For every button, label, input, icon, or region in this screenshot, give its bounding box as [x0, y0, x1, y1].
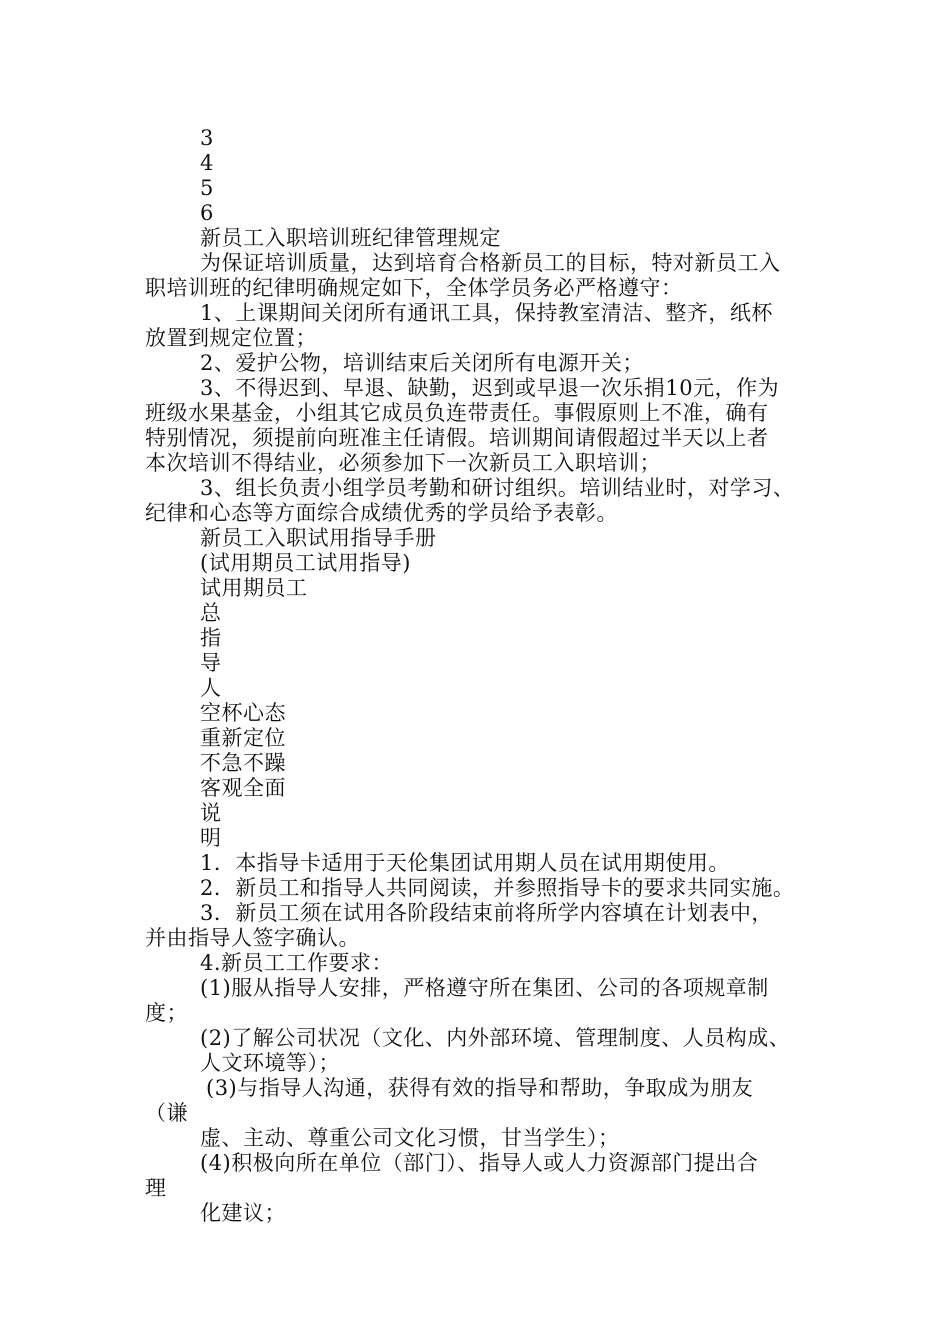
motto: 不急不躁 [200, 751, 286, 775]
note-1: 1．本指导卡适用于天伦集团试用期人员在试用期使用。 [200, 851, 730, 875]
requirement-3: (3)与指导人沟通，获得有效的指导和帮助，争取成为朋友 [206, 1076, 754, 1100]
page-number: 5 [200, 176, 214, 200]
requirement-4-cont: 理 [145, 1176, 167, 1200]
role-trainee: 试用期员工 [200, 576, 308, 600]
notes-heading-char: 说 [200, 801, 222, 825]
note-3: 3．新员工须在试用各阶段结束前将所学内容填在计划表中， [200, 901, 773, 925]
rule-3-cont: 班级水果基金，小组其它成员负连带责任。事假原则上不准，确有 [145, 401, 769, 425]
note-4: 4.新员工工作要求： [200, 951, 394, 975]
requirement-3-cont: （谦 [145, 1101, 188, 1125]
rule-3: 3、不得迟到、早退、缺勤，迟到或早退一次乐捐10元，作为 [200, 376, 780, 400]
manual-title: 新员工入职试用指导手册 [200, 526, 437, 550]
requirement-3-cont: 虚、主动、尊重公司文化习惯，甘当学生）； [200, 1126, 620, 1150]
role-mentor-char: 导 [200, 651, 222, 675]
motto: 空杯心态 [200, 701, 286, 725]
manual-subtitle: (试用期员工试用指导) [200, 551, 411, 575]
page-number: 6 [200, 201, 214, 225]
requirement-4: (4)积极向所在单位（部门）、指导人或人力资源部门提出合 [200, 1151, 759, 1175]
rule-3-cont: 本次培训不得结业，必须参加下一次新员工入职培训； [145, 451, 661, 475]
role-mentor-char: 指 [200, 626, 222, 650]
note-3-cont: 并由指导人签字确认。 [145, 926, 360, 950]
role-mentor-char: 人 [200, 676, 222, 700]
page-number: 4 [200, 151, 214, 175]
rule-4: 3、组长负责小组学员考勤和研讨组织。培训结业时，对学习、 [200, 476, 795, 500]
rule-4-cont: 纪律和心态等方面综合成绩优秀的学员给予表彰。 [145, 501, 618, 525]
page-number: 3 [200, 126, 214, 150]
motto: 客观全面 [200, 776, 286, 800]
requirement-4-cont: 化建议； [200, 1201, 286, 1225]
requirement-2-cont: 人文环境等）； [200, 1051, 340, 1075]
note-2: 2．新员工和指导人共同阅读，并参照指导卡的要求共同实施。 [200, 876, 795, 900]
rule-1-cont: 放置到规定位置； [145, 326, 317, 350]
rule-2: 2、爱护公物，培训结束后关闭所有电源开关； [200, 351, 644, 375]
discipline-title: 新员工入职培训班纪律管理规定 [200, 226, 501, 250]
motto: 重新定位 [200, 726, 286, 750]
requirement-1: (1)服从指导人安排，严格遵守所在集团、公司的各项规章制 [200, 976, 769, 1000]
notes-heading-char: 明 [200, 826, 222, 850]
discipline-intro-cont: 职培训班的纪律明确规定如下，全体学员务必严格遵守： [145, 276, 683, 300]
requirement-1-cont: 度； [145, 1001, 188, 1025]
rule-1: 1、上课期间关闭所有通讯工具，保持教室清洁、整齐，纸杯 [200, 301, 773, 325]
requirement-2: (2)了解公司状况（文化、内外部环境、管理制度、人员构成、 [200, 1026, 791, 1050]
rule-3-cont: 特别情况，须提前向班准主任请假。培训期间请假超过半天以上者 [145, 426, 769, 450]
discipline-intro: 为保证培训质量，达到培育合格新员工的目标，特对新员工入 [200, 251, 781, 275]
role-mentor-char: 总 [200, 601, 222, 625]
